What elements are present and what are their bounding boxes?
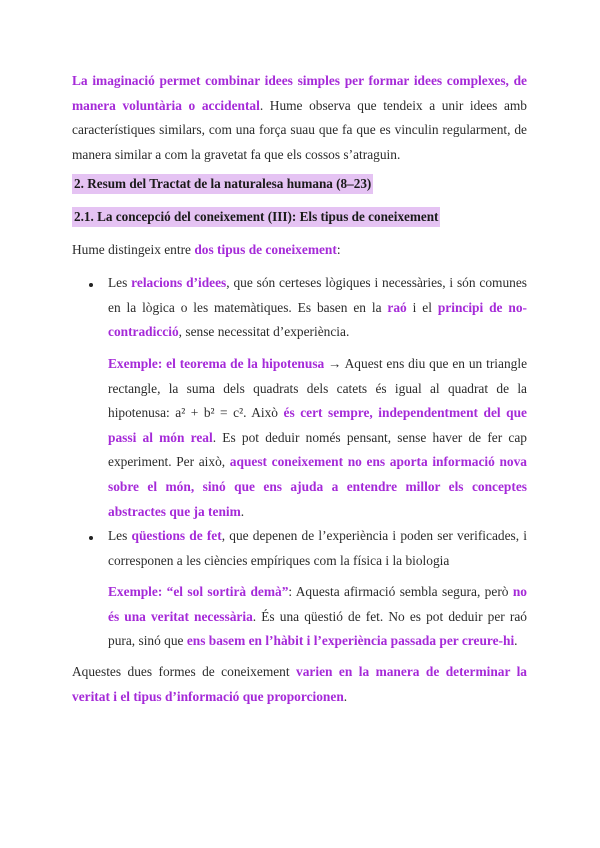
bullet-item-2 — [108, 524, 527, 573]
bullet2-highlight-1: qüestions de fet — [131, 528, 222, 543]
bullet1-highlight-2: raó — [387, 299, 407, 315]
bullet1-highlight-1: relacions d’idees — [131, 275, 227, 290]
section-heading-2-1: 2.1. La concepció del coneixement (III): Els tipus de coneixement — [72, 207, 440, 227]
bullet1-highlight-3: principi de no-contradicció — [108, 299, 527, 340]
closing-highlight: varien en la manera de determinar la veritat i el tipus d’informació que proporcionen — [72, 664, 528, 704]
closing-text-2: . — [343, 688, 348, 704]
bullet2-text-2: , que depenen de l’experiència i poden ser verificades, i corresponen a les ciències empíriques com la física i la biologia — [108, 528, 527, 568]
bullet2-text-1: Les — [108, 528, 132, 543]
bullet1-text-2: , que són certeses lògiques i necessàries, i són comunes en la lògica o les matemàtiques. Es basen en la — [108, 275, 527, 315]
intro-paragraph — [72, 69, 527, 167]
example1-text-3: . — [240, 503, 245, 519]
closing-paragraph — [72, 660, 527, 709]
section-heading-2: 2. Resum del Tractat de la naturalesa humana (8–23) — [72, 174, 373, 194]
intro-text: . Hume observa que tendeix a unir idees amb característiques similars, com una força suau que fa que es vinculin regularment, de manera similar a com la gravetat fa que els cossos s’atraguin. — [72, 97, 527, 162]
example2-text-1: : Aquesta afirmació sembla segura, però — [288, 584, 513, 599]
intro-highlight: La imaginació permet combinar idees simples per formar idees complexes, de manera voluntària o accidental — [72, 73, 527, 113]
example1-highlight-3: aquest coneixement no ens aporta informació nova sobre el món, sinó que ens ajuda a entendre millor els conceptes abstractes que ja tenim — [108, 454, 527, 519]
bullet1-text-4: , sense necessitat d’experiència. — [178, 324, 350, 340]
example1-text-1: → Aquest ens diu que en un triangle rectangle, la suma dels quadrats dels catets és igual al quadrat de la hipotenusa: a² + b² = c². Això — [108, 356, 528, 421]
lead-text-1: Hume distingeix entre — [72, 242, 195, 257]
example2-highlight-1: Exemple: “el sol sortirà demà” — [108, 584, 289, 599]
bullet-dot-2 — [89, 536, 93, 540]
example-2-paragraph — [108, 580, 527, 654]
lead-paragraph — [72, 238, 527, 263]
example2-highlight-2: no és una veritat necessària — [108, 584, 528, 624]
bullet-item-1 — [108, 271, 527, 345]
example1-highlight-2: és cert sempre, independentment del que passi al món real — [108, 405, 527, 445]
closing-text-1: Aquestes dues formes de coneixement — [72, 664, 297, 679]
bullet-dot-1 — [89, 283, 93, 287]
example2-highlight-3: ens basem en l’hàbit i l’experiència passada per creure-hi — [186, 633, 515, 649]
example2-text-2: . És una qüestió de fet. No es pot deduir per raó pura, sinó que — [108, 608, 527, 649]
example2-text-3: . — [514, 633, 518, 649]
bullet1-text-1: Les — [108, 275, 132, 290]
bullet1-text-3: i el — [406, 299, 438, 315]
example-1-paragraph — [108, 352, 527, 524]
example1-text-2: . Es pot deduir només pensant, sense haver de fer cap experiment. Per això, — [108, 429, 527, 470]
lead-text-2: : — [336, 242, 341, 257]
lead-highlight: dos tipus de coneixement — [194, 242, 337, 257]
example1-highlight-1: Exemple: el teorema de la hipotenusa — [108, 356, 325, 371]
